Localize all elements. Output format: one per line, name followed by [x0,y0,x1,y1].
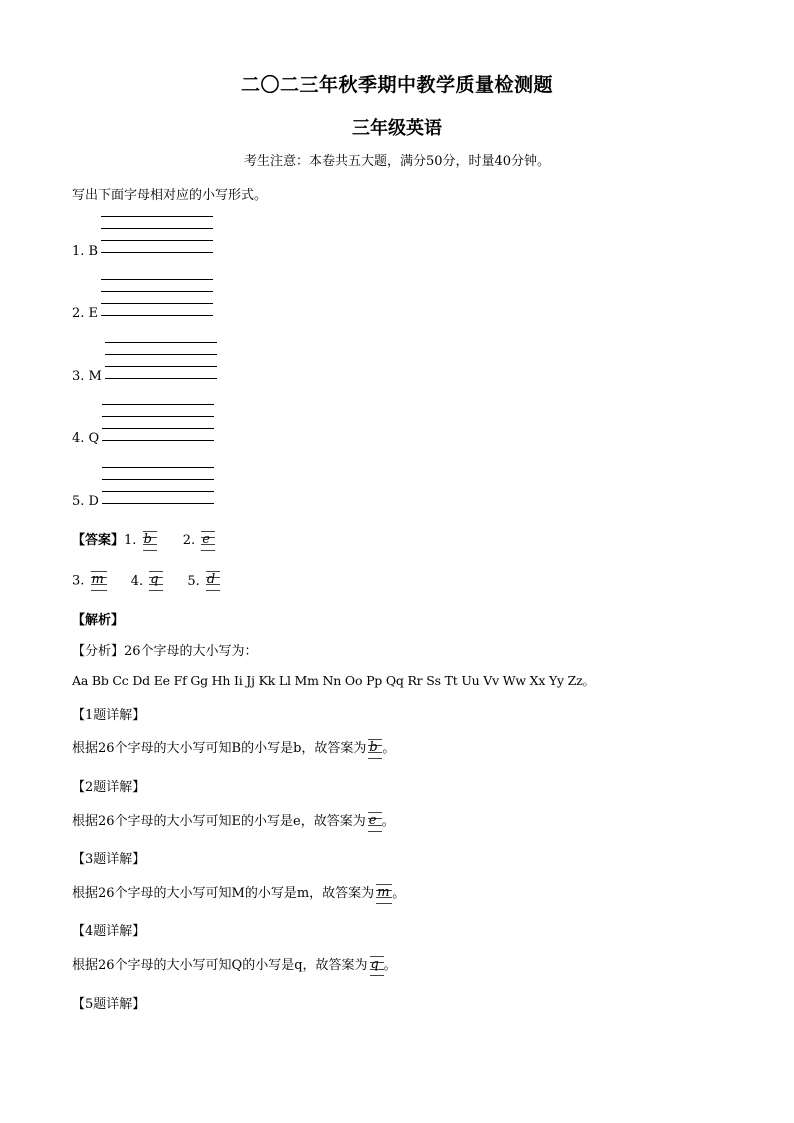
answer-glyph: q [370,956,384,976]
detail-heading: 【3题详解】 [72,852,146,867]
answer-glyph: m [91,571,107,591]
answer-num: 4. [130,573,144,589]
detail-text: 根据26个字母的大小写可知M的小写是m，故答案为 m 。 [72,882,405,904]
detail-text: 根据26个字母的大小写可知B的小写是b，故答案为 b 。 [72,737,395,759]
question-label: 4. Q [72,431,100,446]
answer-glyph: b [143,531,157,551]
answer-num: 3. [72,573,85,589]
answer-num: 2. [182,533,196,548]
exam-subtitle: 三年级英语 [352,118,442,139]
answer-glyph: e [201,531,215,551]
answer-glyph: m [376,884,392,904]
detail-heading: 【1题详解】 [72,708,146,723]
detail-heading: 【5题详解】 [72,997,146,1012]
answer-num: 1. [124,533,137,548]
answer-glyph: e [368,812,382,832]
writing-grid[interactable] [102,404,214,444]
answer-num: 5. [187,573,200,589]
question-label: 5. D [72,494,99,509]
question-label: 3. M [72,369,102,384]
answer-glyph: q [149,571,163,591]
answer-row-2 [72,571,220,591]
question-label: 1. B [72,244,99,259]
answer-row-1 [72,529,215,551]
writing-grid[interactable] [101,216,213,256]
detail-heading: 【2题详解】 [72,780,146,795]
detail-text: 根据26个字母的大小写可知Q的小写是q，故答案为 q 。 [72,954,397,976]
question-prompt: 写出下面字母相对应的小写形式。 [72,188,268,203]
writing-grid[interactable] [101,279,213,319]
analysis-tag: 【解析】 [72,613,125,628]
writing-grid[interactable] [105,342,217,382]
exam-notice: 考生注意：本卷共五大题，满分50分，时量40分钟。 [243,154,551,169]
exam-title: 二〇二三年秋季期中教学质量检测题 [240,74,553,96]
answer-tag: 【答案】 [72,533,125,548]
alphabet-list: Aa Bb Cc Dd Ee Ff Gg Hh Ii Jj Kk Ll Mm Nn Oo Pp Qq Rr Ss Tt Uu Vv Ww Xx Yy Zz。 [72,673,595,688]
writing-grid[interactable] [102,467,214,507]
question-label: 2. E [72,306,99,321]
answer-glyph: d [206,571,220,591]
detail-text: 根据26个字母的大小写可知E的小写是e，故答案为 e 。 [72,810,395,832]
detail-heading: 【4题详解】 [72,924,146,939]
analysis-intro: 【分析】26个字母的大小写为： [72,644,258,659]
answer-glyph: b [368,739,382,759]
